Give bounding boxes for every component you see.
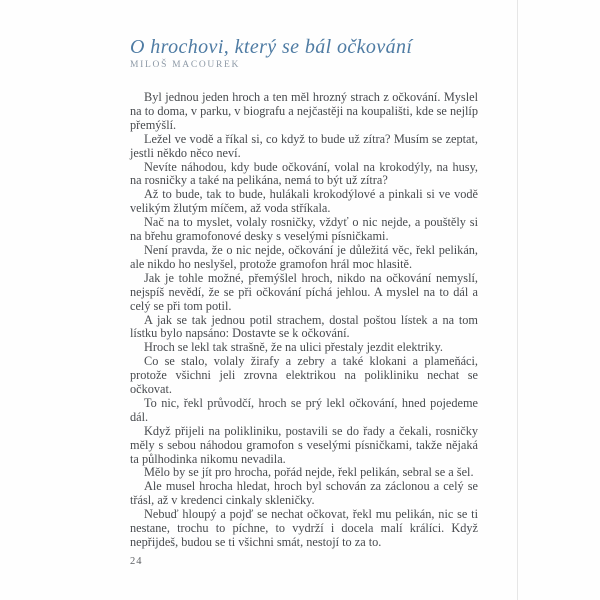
story-paragraph: Mělo by se jít pro hrocha, pořád nejde, řekl pelikán, sebral se a šel.	[144, 465, 474, 480]
story-paragraph: Nevíte náhodou, kdy bude očkování, volal na krokodýly, na husy, na rosničky a také na pelikána, nemá to být už zítra?	[130, 159, 478, 188]
story-paragraph: Když přijeli na polikliniku, postavili se do řady a čekali, rosničky měly s sebou náhodou gramofon s veselými písničkami, takže nějaká ta půlhodinka nikomu nevadila.	[130, 423, 478, 466]
page-edge-line	[517, 0, 518, 600]
story-title: O hrochovi, který se bál očkování	[130, 36, 413, 58]
story-paragraph: A jak se tak jednou potil strachem, dostal poštou lístek a na tom lístku bylo napsáno: Dostavte se k očkování.	[130, 312, 478, 341]
story-paragraph: Až to bude, tak to bude, hulákali krokodýlové a pinkali si ve vodě velikým žlutým míčem, až voda stříkala.	[130, 187, 478, 216]
story-paragraph: Ale musel hrocha hledat, hroch byl schován za záclonou a celý se třásl, až v kredenci cinkaly skleničky.	[130, 479, 478, 508]
page-number: 24	[130, 556, 143, 567]
story-paragraph: Nač na to myslet, volaly rosničky, vždyť o nic nejde, a pouštěly si na břehu gramofonové desky s veselými písničkami.	[130, 215, 478, 244]
story-author: MILOŠ MACOUREK	[130, 60, 241, 70]
story-paragraph: Ležel ve vodě a říkal si, co když to bude už zítra? Musím se zeptat, jestli někdo něco neví.	[130, 131, 478, 160]
story-paragraph: Byl jednou jeden hroch a ten měl hrozný strach z očkování. Myslel na to doma, v parku, v biografu a nejčastěji na koupališti, kde se nejlíp přemýšlí.	[130, 90, 478, 132]
story-paragraph: Není pravda, že o nic nejde, očkování je důležitá věc, řekl pelikán, ale nikdo ho neslyšel, protože gramofon hrál moc hlasitě.	[130, 242, 478, 271]
story-paragraph: Co se stalo, volaly žirafy a zebry a také klokani a plameňáci, protože všichni jeli zrovna elektrikou na polikliniku nechat se očkovat.	[130, 354, 478, 397]
story-paragraph: Hroch se lekl tak strašně, že na ulici přestaly jezdit elektriky.	[144, 340, 443, 355]
story-paragraph: Nebuď hloupý a pojď se nechat očkovat, řekl mu pelikán, nic se ti nestane, trochu to píchne, to vydrží i docela malí králíci. Když nepřijdeš, budou se ti všichni smát, nestojí to za to.	[130, 507, 478, 549]
page-content	[130, 36, 478, 550]
story-paragraph: Jak je tohle možné, přemýšlel hroch, nikdo na očkování nemyslí, nejspíš nevědí, že se při očkování píchá jehlou. A myslel na to dál a celý se při tom potil.	[130, 270, 478, 313]
story-paragraph: To nic, řekl průvodčí, hroch se prý lekl očkování, hned pojedeme dál.	[130, 395, 478, 424]
story-body	[130, 91, 478, 550]
